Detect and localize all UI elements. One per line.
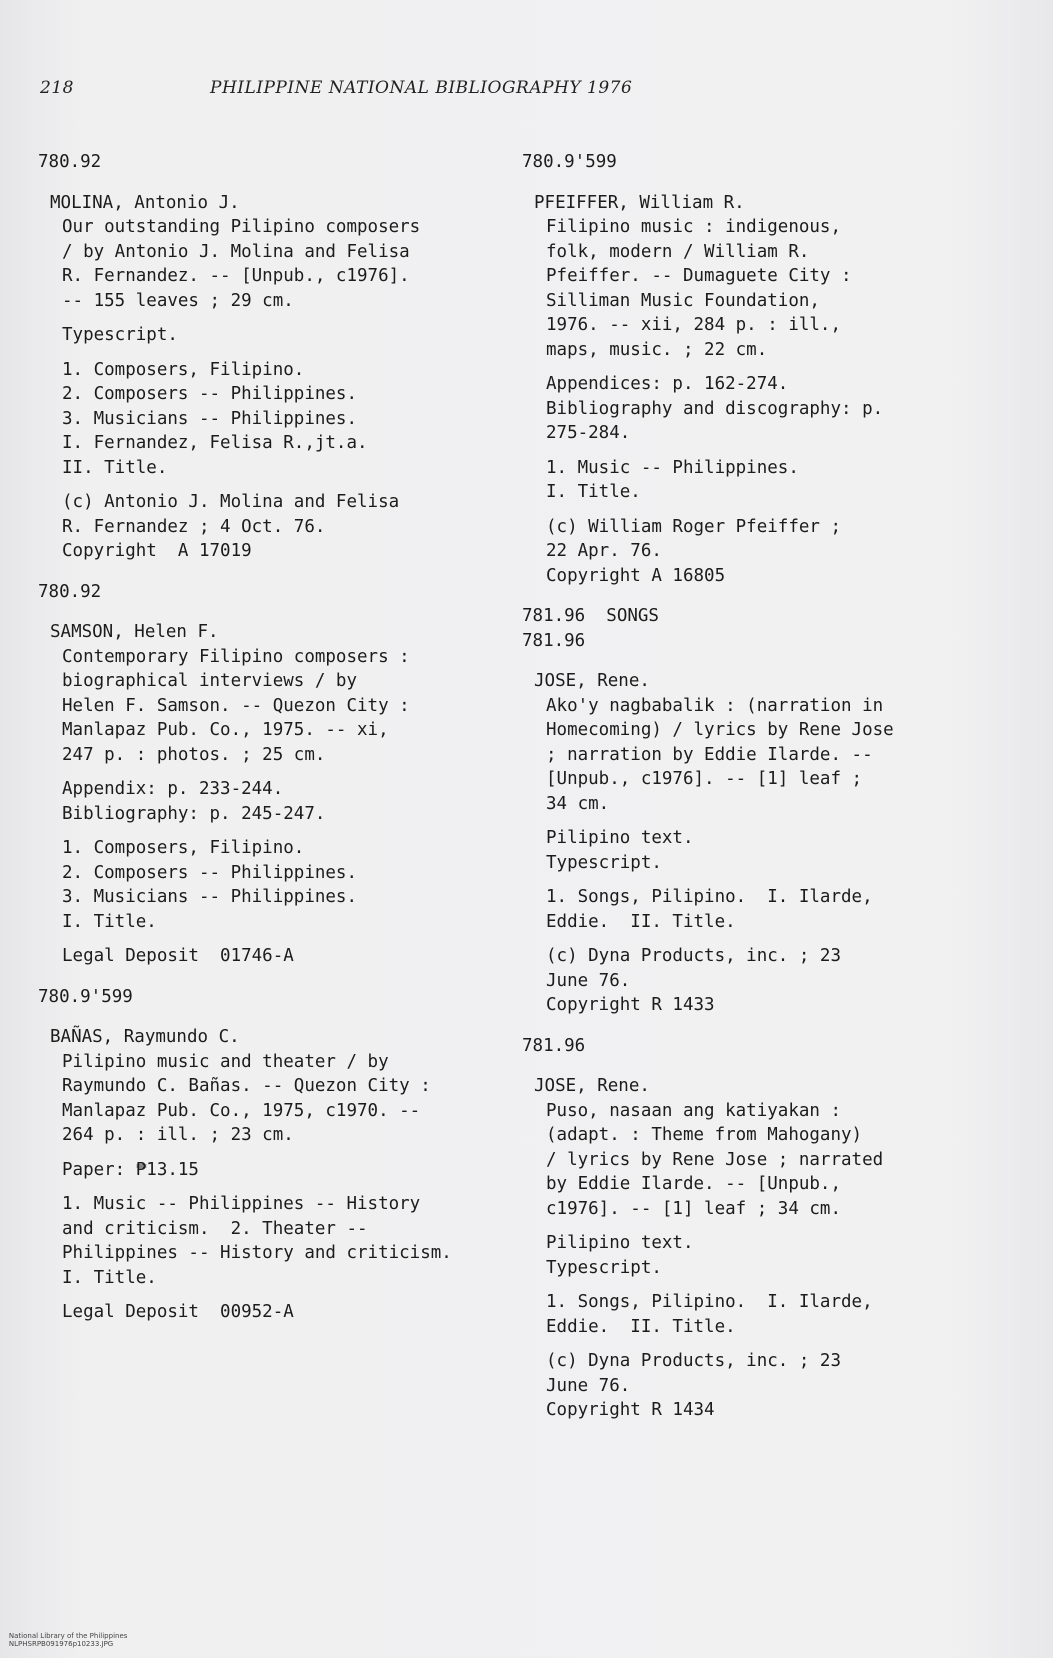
- entry-block: [546, 215, 992, 362]
- entry-line: Our outstanding Pilipino composers: [62, 217, 421, 237]
- entry-line: Copyright R 1433: [546, 995, 715, 1015]
- author-heading: JOSE, Rene.: [534, 1076, 650, 1096]
- block-gap: [62, 1182, 508, 1192]
- class-number: [38, 150, 508, 175]
- entry-block: [62, 323, 508, 348]
- entry-line: Raymundo C. Bañas. -- Quezon City :: [62, 1076, 431, 1096]
- entry-body: [62, 1050, 508, 1325]
- entry-line: II. Title.: [62, 457, 168, 478]
- entry-line: and criticism. 2. Theater --: [62, 1218, 368, 1239]
- entry-line: 1976. -- xii, 284 p. : ill.,: [546, 315, 842, 335]
- block-gap: [546, 505, 992, 515]
- entry-line: I. Title.: [546, 482, 641, 502]
- entry-line: I. Fernandez, Felisa R.,jt.a.: [62, 433, 368, 453]
- entry-line: -- 155 leaves ; 29 cm.: [62, 290, 294, 311]
- entry-block: [62, 215, 508, 313]
- entry-line: 1. Music -- Philippines -- History: [62, 1194, 421, 1214]
- entry-line: Ako'y nagbabalik : (narration in: [546, 695, 884, 716]
- entry-line: Eddie. II. Title.: [546, 911, 736, 932]
- class-number-line: 780.9'599: [38, 986, 133, 1007]
- entry-line: biographical interviews / by: [62, 671, 358, 691]
- entry-line: Typescript.: [62, 325, 178, 345]
- entry-line: Copyright A 17019: [62, 541, 252, 561]
- scan-footer: [0, 1624, 149, 1656]
- entry-line: Pilipino text.: [546, 1233, 694, 1253]
- entry-line: Legal Deposit 00952-A: [62, 1302, 294, 1322]
- entry-line: Paper: ₱13.15: [62, 1159, 199, 1180]
- block-gap: [546, 1221, 992, 1231]
- author-heading: PFEIFFER, William R.: [534, 192, 745, 213]
- entry-line: c1976]. -- [1] leaf ; 34 cm.: [546, 1198, 842, 1219]
- author-heading: JOSE, Rene.: [534, 671, 650, 691]
- entry-block: [62, 358, 508, 481]
- catalog-entry: [38, 150, 508, 564]
- entry-line: Appendices: p. 162-274.: [546, 374, 789, 394]
- class-number-line: 780.92: [38, 152, 102, 172]
- entry-line: 34 cm.: [546, 793, 610, 814]
- entry-block: [546, 826, 992, 875]
- entry-line: / lyrics by Rene Jose ; narrated: [546, 1149, 884, 1170]
- entry-block: [62, 777, 508, 826]
- entry-line: 22 Apr. 76.: [546, 541, 662, 561]
- entry-line: Filipino music : indigenous,: [546, 217, 842, 237]
- entry-line: (adapt. : Theme from Mahogany): [546, 1125, 863, 1145]
- entry-line: 1. Songs, Pilipino. I. Ilarde,: [546, 887, 873, 907]
- entry-line: June 76.: [546, 970, 631, 991]
- entry-block: [62, 1300, 508, 1325]
- block-gap: [62, 1148, 508, 1158]
- footer-library: National Library of the Philippines: [8, 1632, 128, 1640]
- entry-line: 1. Music -- Philippines.: [546, 457, 799, 478]
- entry-block: [62, 645, 508, 768]
- block-gap: [546, 1339, 992, 1349]
- entry-line: June 76.: [546, 1375, 631, 1396]
- entry-body: [546, 694, 992, 1018]
- entry-body: [62, 215, 508, 564]
- block-gap: [62, 1290, 508, 1300]
- page-number: 218: [40, 78, 74, 98]
- class-number-line: 780.92: [38, 581, 102, 602]
- entry-line: 1. Composers, Filipino.: [62, 359, 305, 380]
- entry-line: Appendix: p. 233-244.: [62, 779, 284, 799]
- entry-line: Manlapaz Pub. Co., 1975, c1970. --: [62, 1100, 421, 1121]
- entry-line: Contemporary Filipino composers :: [62, 646, 410, 667]
- entry-line: 1. Composers, Filipino.: [62, 838, 305, 858]
- author-heading: SAMSON, Helen F.: [50, 622, 219, 642]
- entry-line: Eddie. II. Title.: [546, 1316, 736, 1337]
- catalog-entry: [522, 604, 992, 1018]
- right-column: [522, 150, 992, 1439]
- block-gap: [546, 362, 992, 372]
- entry-line: 3. Musicians -- Philippines.: [62, 408, 358, 429]
- entry-block: [546, 456, 992, 505]
- entry-line: Manlapaz Pub. Co., 1975. -- xi,: [62, 720, 389, 740]
- class-number-line: 781.96: [522, 1035, 586, 1056]
- catalog-entry: [38, 580, 508, 969]
- left-column: [38, 150, 508, 1341]
- block-gap: [546, 816, 992, 826]
- entry-line: Bibliography: p. 245-247.: [62, 803, 326, 824]
- class-number-line: 780.9'599: [522, 152, 617, 172]
- entry-line: ; narration by Eddie Ilarde. --: [546, 744, 873, 765]
- entry-block: [546, 1099, 992, 1222]
- block-gap: [62, 313, 508, 323]
- entry-line: Helen F. Samson. -- Quezon City :: [62, 695, 410, 716]
- entry-block: [546, 944, 992, 1018]
- entry-block: [546, 1231, 992, 1280]
- entry-line: maps, music. ; 22 cm.: [546, 339, 768, 360]
- entry-line: (c) Dyna Products, inc. ; 23: [546, 946, 842, 966]
- block-gap: [546, 875, 992, 885]
- block-gap: [62, 480, 508, 490]
- class-number: [522, 604, 992, 653]
- entry-line: Pilipino text.: [546, 828, 694, 848]
- entry-block: [62, 944, 508, 969]
- entry-line: I. Title.: [62, 1267, 157, 1288]
- entry-line: (c) Antonio J. Molina and Felisa: [62, 492, 400, 512]
- entry-line: Philippines -- History and criticism.: [62, 1243, 452, 1263]
- entry-line: 247 p. : photos. ; 25 cm.: [62, 744, 326, 765]
- entry-line: Copyright A 16805: [546, 565, 726, 586]
- entry-block: [546, 694, 992, 817]
- block-gap: [62, 767, 508, 777]
- page-header: [40, 78, 1020, 104]
- page-title: PHILIPPINE NATIONAL BIBLIOGRAPHY 1976: [210, 78, 633, 98]
- entry-line: 2. Composers -- Philippines.: [62, 384, 358, 404]
- block-gap: [62, 348, 508, 358]
- entry-block: [546, 1349, 992, 1423]
- entry-block: [62, 1192, 508, 1290]
- entry-line: Pfeiffer. -- Dumaguete City :: [546, 266, 852, 286]
- class-number: [522, 150, 992, 175]
- entry-block: [546, 372, 992, 446]
- entry-body: [546, 1099, 992, 1423]
- entry-line: Copyright R 1434: [546, 1400, 715, 1420]
- entry-block: [62, 1050, 508, 1148]
- entry-block: [62, 1158, 508, 1183]
- entry-line: [Unpub., c1976]. -- [1] leaf ;: [546, 769, 863, 789]
- entry-block: [546, 885, 992, 934]
- block-gap: [62, 826, 508, 836]
- entry-line: 1. Songs, Pilipino. I. Ilarde,: [546, 1292, 873, 1312]
- entry-line: Silliman Music Foundation,: [546, 290, 820, 311]
- entry-block: [62, 490, 508, 564]
- block-gap: [546, 934, 992, 944]
- entry-line: Homecoming) / lyrics by Rene Jose: [546, 720, 894, 740]
- entry-line: Typescript.: [546, 852, 662, 873]
- entry-block: [546, 1290, 992, 1339]
- class-number-line: 781.96 SONGS: [522, 606, 659, 626]
- entry-block: [62, 836, 508, 934]
- entry-line: R. Fernandez. -- [Unpub., c1976].: [62, 266, 410, 286]
- entry-line: Typescript.: [546, 1257, 662, 1278]
- entry-line: (c) William Roger Pfeiffer ;: [546, 516, 842, 537]
- author-heading: MOLINA, Antonio J.: [50, 192, 240, 213]
- entry-line: 3. Musicians -- Philippines.: [62, 887, 358, 907]
- entry-line: Pilipino music and theater / by: [62, 1051, 389, 1072]
- entry-body: [62, 645, 508, 969]
- entry-line: folk, modern / William R.: [546, 241, 810, 262]
- block-gap: [546, 446, 992, 456]
- entry-line: (c) Dyna Products, inc. ; 23: [546, 1351, 842, 1371]
- class-number-line: 781.96: [522, 630, 586, 651]
- entry-line: 275-284.: [546, 423, 631, 443]
- entry-line: Puso, nasaan ang katiyakan :: [546, 1100, 842, 1121]
- entry-line: R. Fernandez ; 4 Oct. 76.: [62, 516, 326, 537]
- entry-line: 264 p. : ill. ; 23 cm.: [62, 1125, 294, 1145]
- entry-block: [546, 515, 992, 589]
- block-gap: [62, 934, 508, 944]
- class-number: [38, 985, 508, 1010]
- entry-body: [546, 215, 992, 588]
- class-number: [522, 1034, 992, 1059]
- entry-line: by Eddie Ilarde. -- [Unpub.,: [546, 1174, 842, 1194]
- entry-line: I. Title.: [62, 911, 157, 932]
- catalog-entry: [522, 150, 992, 588]
- entry-line: Bibliography and discography: p.: [546, 398, 884, 419]
- entry-line: Legal Deposit 01746-A: [62, 946, 294, 966]
- block-gap: [546, 1280, 992, 1290]
- class-number: [38, 580, 508, 605]
- entry-line: / by Antonio J. Molina and Felisa: [62, 241, 410, 262]
- author-heading: BAÑAS, Raymundo C.: [50, 1027, 240, 1047]
- catalog-entry: [522, 1034, 992, 1423]
- catalog-entry: [38, 985, 508, 1325]
- footer-filename: NLPHSRPB091976p10233.JPG: [8, 1640, 114, 1648]
- entry-line: 2. Composers -- Philippines.: [62, 862, 358, 883]
